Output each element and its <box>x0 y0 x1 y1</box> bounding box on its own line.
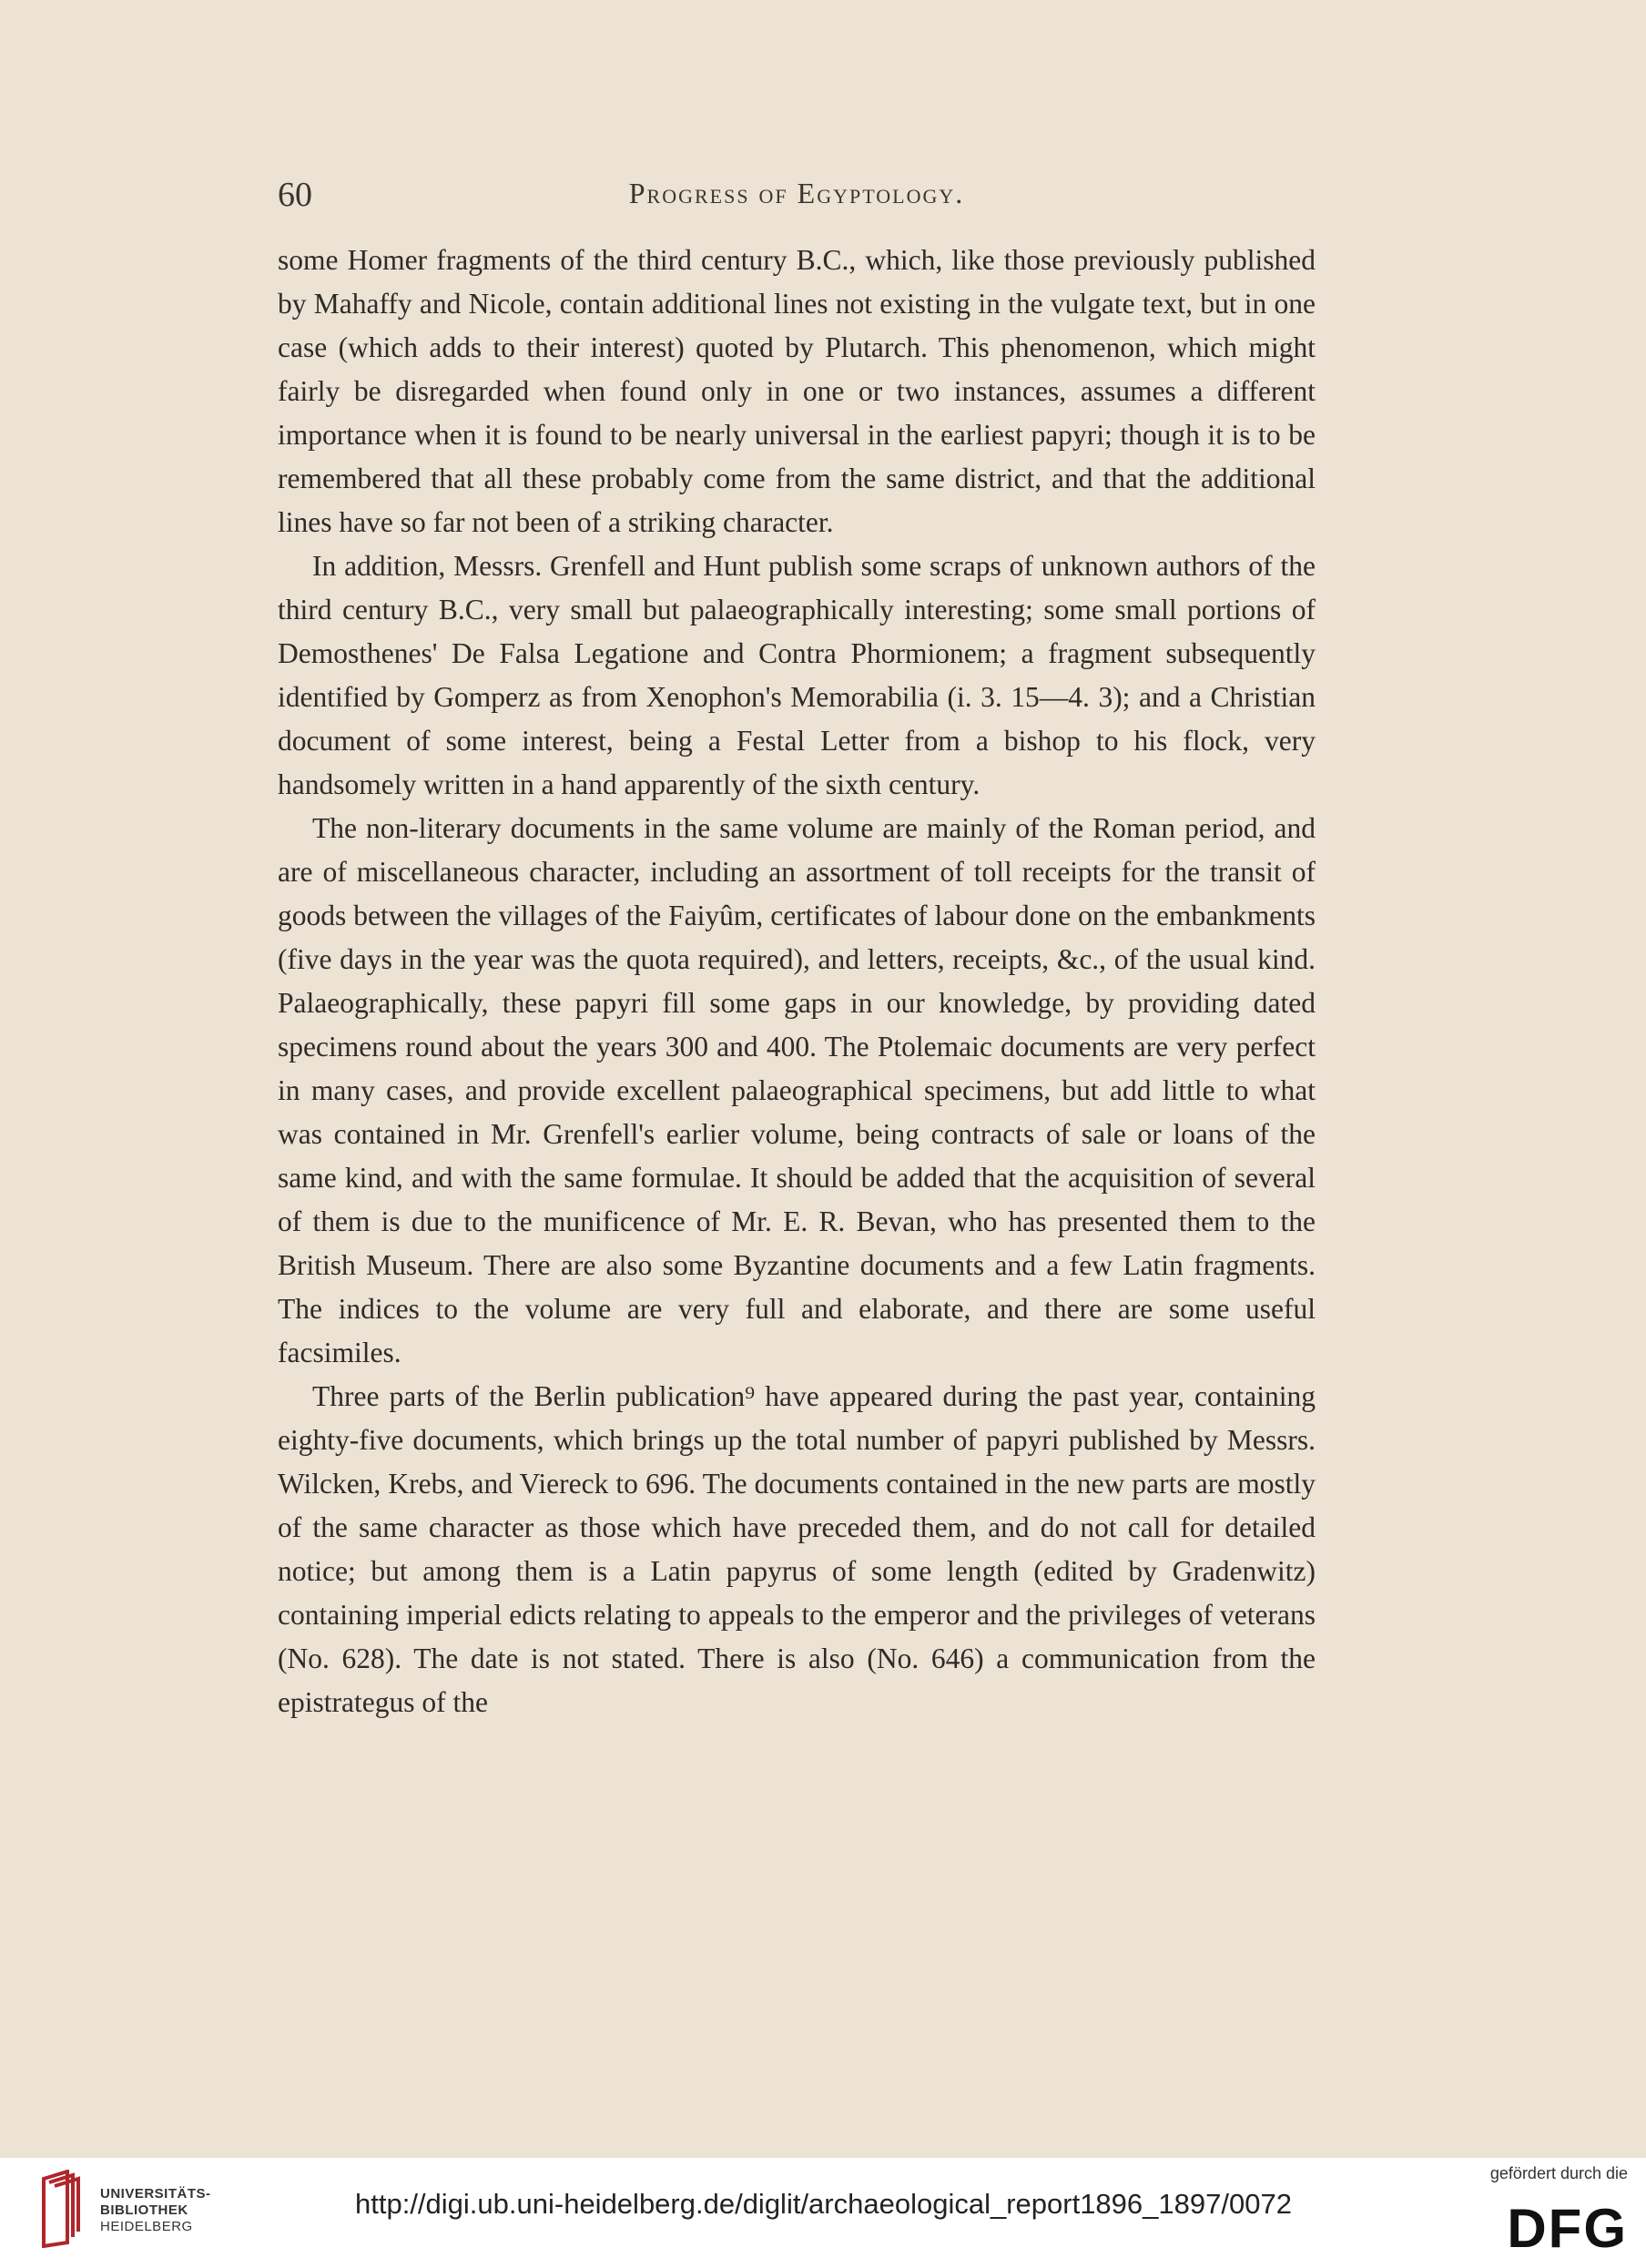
funder-block <box>1453 2162 1635 2263</box>
page-number: 60 <box>278 176 312 214</box>
paragraph-1: some Homer fragments of the third century B.C., which, like those previously published by Mahaffy and Nicole, contain additional lines not existing in the vulgate text, but in one case (which adds to their interest) quoted by Plutarch. This phenomenon, which might fairly be disregarded when found only in one or two instances, assumes a different importance when it is found to be nearly universal in the earliest papyri; though it is to be remembered that all these probably come from the same district, and that the additional lines have so far not been of a striking character. <box>278 244 1316 538</box>
paragraph-2: In addition, Messrs. Grenfell and Hunt publish some scraps of unknown authors of the third century B.C., very small but palaeographically interesting; some small portions of Demosthenes' De Falsa Legatione and Contra Phormionem; a fragment subsequently identified by Gomperz as from Xenophon's Memorabilia (i. 3. 15—4. 3); and a Christian document of some interest, being a Festal Letter from a bishop to his flock, very handsomely written in a hand apparently of the sixth century. <box>278 550 1316 800</box>
page-header <box>278 175 1316 220</box>
paragraph-3: The non-literary documents in the same volume are mainly of the Roman period, and are of miscellaneous character, including an assortment of toll receipts for the transit of goods between the villages of the Faiyûm, certificates of labour done on the embankments (five days in the year was the quota required), and letters, receipts, &c., of the usual kind. Palaeographically, these papyri fill some gaps in our knowledge, by providing dated specimens round about the years 300 and 400. The Ptolemaic documents are very perfect in many cases, and provide excellent palaeographical specimens, but add little to what was contained in Mr. Grenfell's earlier volume, being contracts of sale or loans of the same kind, and with the same formulae. It should be added that the acquisition of several of them is due to the munificence of Mr. E. R. Bevan, who has presented them to the British Museum. There are also some Byzantine documents and a few Latin fragments. The indices to the volume are very full and elaborate, and there are some useful facsimiles. <box>278 812 1316 1368</box>
body-text <box>278 239 1316 1724</box>
permalink-url[interactable]: http://digi.ub.uni-heidelberg.de/diglit/archaeological_report1896_1897/0072 <box>355 2188 1292 2220</box>
library-logo <box>36 2170 237 2252</box>
funding-caption: gefördert durch die <box>1489 2164 1628 2182</box>
library-name-line-3: HEIDELBERG <box>100 2219 193 2234</box>
library-emblem-icon <box>36 2170 87 2248</box>
dfg-logo: DFG <box>1507 2198 1628 2259</box>
paragraph-4: Three parts of the Berlin publication⁹ have appeared during the past year, containing eighty-five documents, which brings up the total number of papyri published by Messrs. Wilcken, Krebs, and Viereck to 696. The documents contained in the new parts are mostly of the same character as those which have preceded them, and do not call for detailed notice; but among them is a Latin papyrus of some length (edited by Gradenwitz) containing imperial edicts relating to appeals to the emperor and the privileges of veterans (No. 628). The date is not stated. There is also (No. 646) a communication from the epistrategus of the <box>278 1380 1316 1718</box>
running-title: Progress of Egyptology. <box>628 177 965 209</box>
library-name-line-2: BIBLIOTHEK <box>100 2202 188 2218</box>
library-name-line-1: UNIVERSITÄTS- <box>100 2186 211 2202</box>
